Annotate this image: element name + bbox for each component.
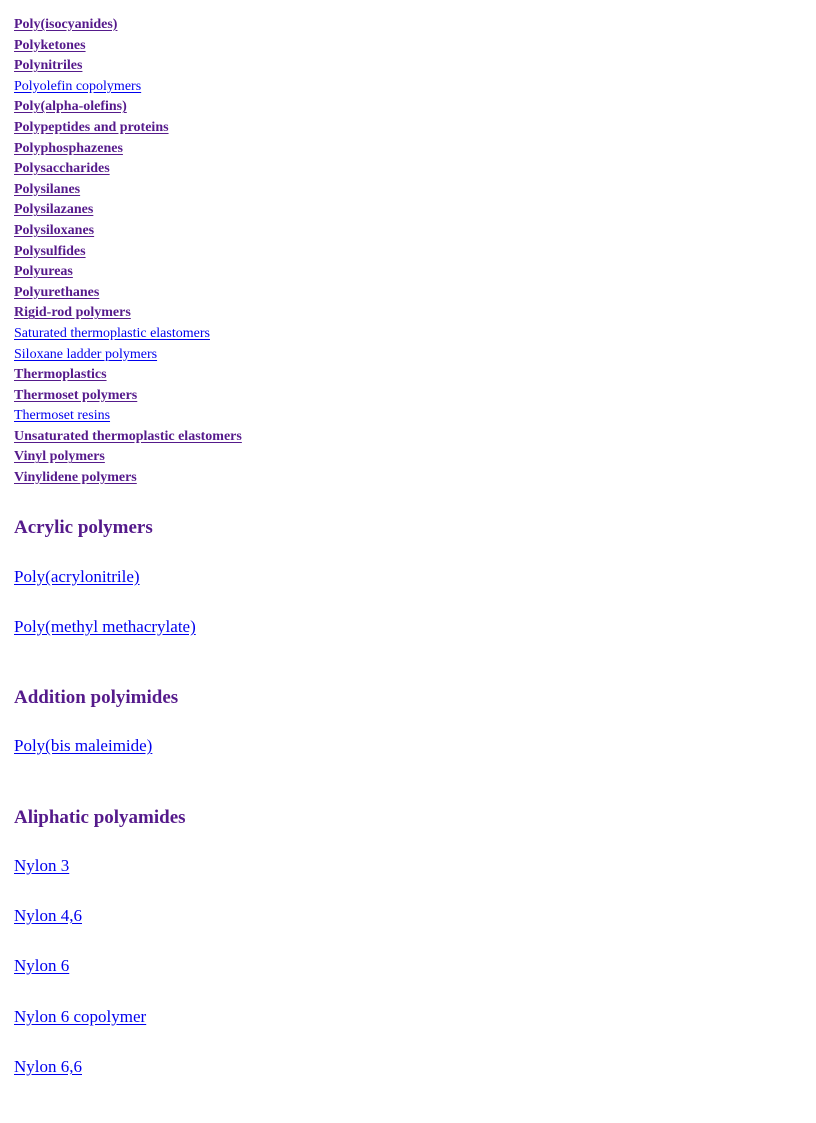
index-link-polyurethanes[interactable]: Polyurethanes	[14, 284, 100, 300]
index-link-polysaccharides[interactable]: Polysaccharides	[14, 161, 110, 177]
entry-link-nylon-6[interactable]: Nylon 6	[14, 956, 70, 975]
section-heading-aliphatic-polyamides: Aliphatic polyamides	[14, 807, 186, 828]
entry	[14, 955, 69, 977]
section-heading-acrylic-polymers: Acrylic polymers	[14, 517, 153, 538]
section-heading-addition-polyimides: Addition polyimides	[14, 687, 179, 708]
index-link-thermoset-polymers[interactable]: Thermoset polymers	[14, 387, 138, 403]
index-link-siloxane-ladder-polymers[interactable]: Siloxane ladder polymers	[14, 346, 158, 362]
index-link-unsaturated-thermoplastic-elastomers[interactable]: Unsaturated thermoplastic elastomers	[14, 428, 242, 444]
entry	[14, 735, 152, 757]
index-link-thermoplastics[interactable]: Thermoplastics	[14, 367, 107, 383]
entry	[14, 566, 140, 588]
index-link-vinylidene-polymers[interactable]: Vinylidene polymers	[14, 470, 137, 486]
index-link-polyphosphazenes[interactable]: Polyphosphazenes	[14, 140, 123, 156]
index-link-rigid-rod-polymers[interactable]: Rigid-rod polymers	[14, 305, 131, 321]
index-link-polypeptides-and-proteins[interactable]: Polypeptides and proteins	[14, 119, 169, 135]
entry	[14, 1006, 146, 1028]
entry	[14, 855, 69, 877]
entry	[14, 905, 82, 927]
entry-link-nylon-4-6[interactable]: Nylon 4,6	[14, 906, 82, 925]
index-link-polynitriles[interactable]: Polynitriles	[14, 58, 83, 74]
entry	[14, 616, 196, 638]
entry-link-nylon-6-6[interactable]: Nylon 6,6	[14, 1057, 82, 1076]
entry-link-nylon-6-copolymer[interactable]: Nylon 6 copolymer	[14, 1007, 147, 1026]
entry-link-poly-bis-maleimide[interactable]: Poly(bis maleimide)	[14, 736, 153, 755]
index-link-polysiloxanes[interactable]: Polysiloxanes	[14, 222, 95, 238]
index-link-vinyl-polymers[interactable]: Vinyl polymers	[14, 449, 105, 465]
index-link-polysilazanes[interactable]: Polysilazanes	[14, 202, 94, 218]
index-link-saturated-thermoplastic-elastomers[interactable]: Saturated thermoplastic elastomers	[14, 325, 210, 341]
index-link-poly-alpha-olefins[interactable]: Poly(alpha-olefins)	[14, 99, 127, 115]
entry	[14, 1056, 82, 1078]
index-link-thermoset-resins[interactable]: Thermoset resins	[14, 408, 111, 424]
entry-link-poly-methyl-methacrylate[interactable]: Poly(methyl methacrylate)	[14, 617, 196, 636]
index-link-poly-isocyanides[interactable]: Poly(isocyanides)	[14, 17, 118, 32]
index-link-polysilanes[interactable]: Polysilanes	[14, 181, 81, 197]
index-link-polysulfides[interactable]: Polysulfides	[14, 243, 86, 259]
index-link-polyolefin-copolymers[interactable]: Polyolefin copolymers	[14, 78, 142, 94]
index-link-polyureas[interactable]: Polyureas	[14, 264, 73, 280]
index-link-polyketones[interactable]: Polyketones	[14, 37, 86, 53]
entry-link-nylon-3[interactable]: Nylon 3	[14, 856, 70, 875]
entry-link-poly-acrylonitrile[interactable]: Poly(acrylonitrile)	[14, 567, 140, 586]
